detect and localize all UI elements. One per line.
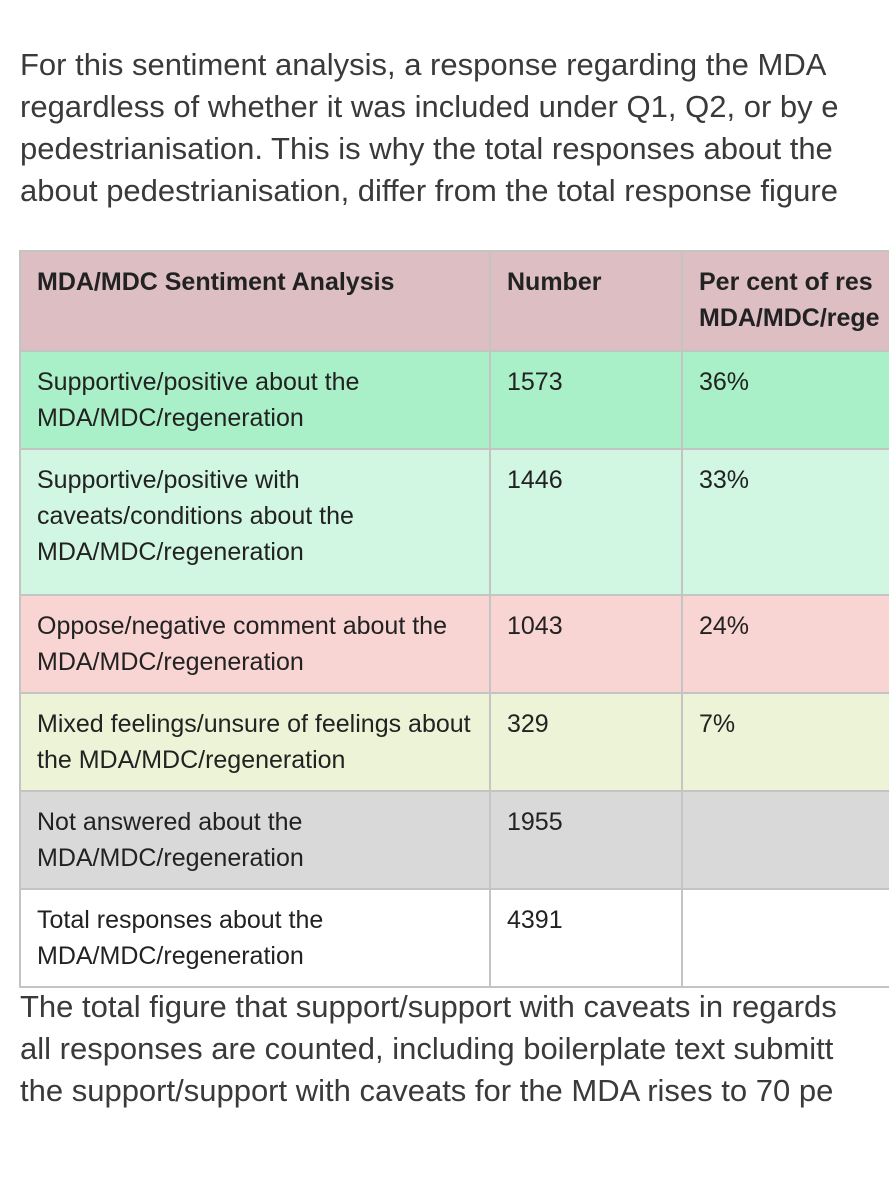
- table-row: [20, 595, 889, 693]
- sentiment-table: [19, 250, 889, 988]
- table-row: [20, 449, 889, 595]
- row-number: 1446: [490, 449, 682, 595]
- row-number: 1573: [490, 351, 682, 449]
- row-label: Not answered about the MDA/MDC/regeneration: [20, 791, 490, 889]
- outro-line: all responses are counted, including boilerplate text submitt: [20, 1031, 834, 1066]
- row-number: 1955: [490, 791, 682, 889]
- intro-paragraph: [20, 44, 889, 212]
- intro-line: about pedestrianisation, differ from the total response figure: [20, 173, 838, 208]
- row-label: Supportive/positive about the MDA/MDC/regeneration: [20, 351, 490, 449]
- row-label: Oppose/negative comment about the MDA/MDC/regeneration: [20, 595, 490, 693]
- intro-line: For this sentiment analysis, a response regarding the MDA: [20, 47, 827, 82]
- outro-paragraph: [20, 986, 889, 1112]
- row-label: Mixed feelings/unsure of feelings about the MDA/MDC/regeneration: [20, 693, 490, 791]
- header-category: MDA/MDC Sentiment Analysis: [20, 251, 490, 351]
- outro-line: the support/support with caveats for the MDA rises to 70 pe: [20, 1073, 834, 1108]
- row-number: 1043: [490, 595, 682, 693]
- row-number: 4391: [490, 889, 682, 987]
- intro-line: pedestrianisation. This is why the total responses about the: [20, 131, 833, 166]
- row-percent: 7%: [682, 693, 889, 791]
- table-header-row: [20, 251, 889, 351]
- row-label: Total responses about the MDA/MDC/regeneration: [20, 889, 490, 987]
- row-percent: 36%: [682, 351, 889, 449]
- header-percent: Per cent of res MDA/MDC/rege: [682, 251, 889, 351]
- outro-line: The total figure that support/support with caveats in regards: [20, 989, 837, 1024]
- row-percent: 24%: [682, 595, 889, 693]
- table-row: [20, 889, 889, 987]
- row-number: 329: [490, 693, 682, 791]
- table-row: [20, 693, 889, 791]
- row-percent: [682, 791, 889, 889]
- header-number: Number: [490, 251, 682, 351]
- row-percent: [682, 889, 889, 987]
- intro-line: regardless of whether it was included under Q1, Q2, or by e: [20, 89, 839, 124]
- table-row: [20, 351, 889, 449]
- row-percent: 33%: [682, 449, 889, 595]
- row-label: Supportive/positive with caveats/conditions about the MDA/MDC/regeneration: [20, 449, 490, 595]
- table-row: [20, 791, 889, 889]
